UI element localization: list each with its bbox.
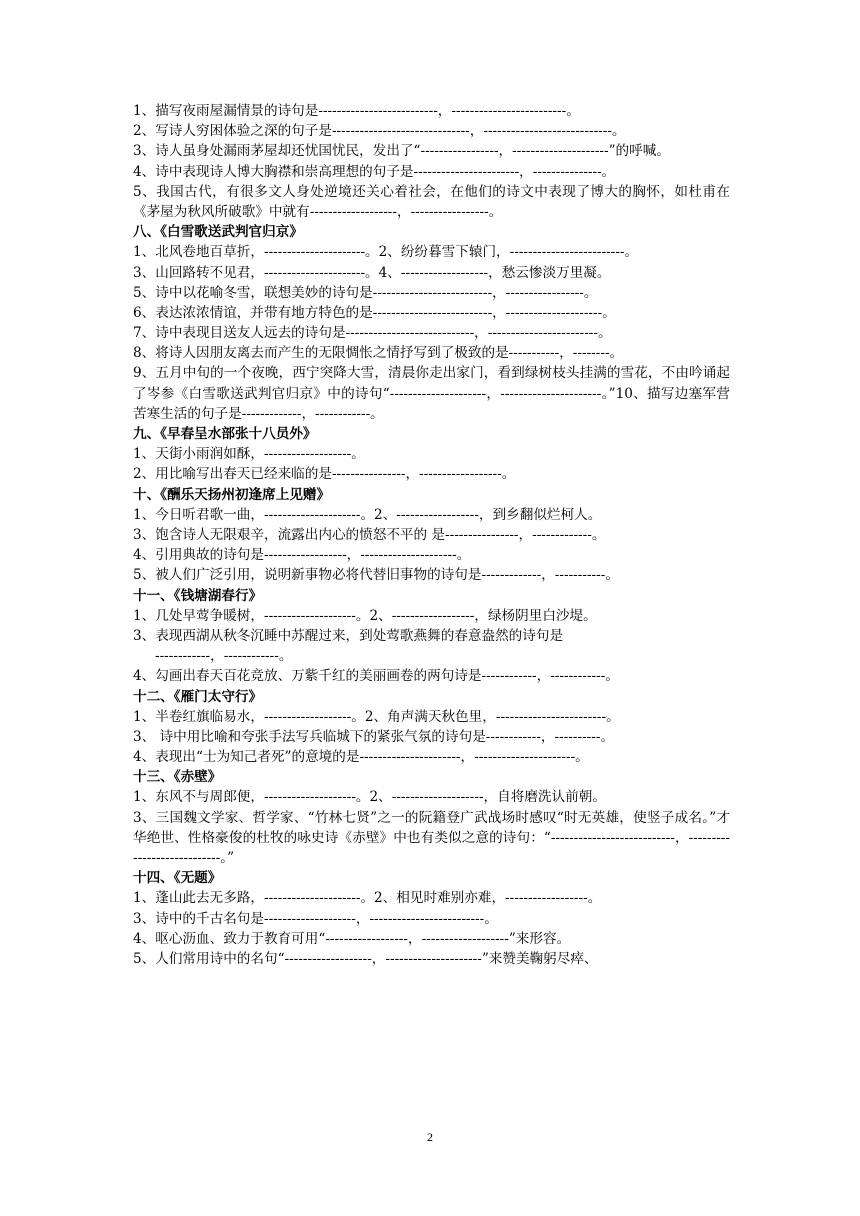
- section-heading: 九、《早春呈水部张十八员外》: [133, 426, 317, 443]
- question-line: 4、呕心沥血、致力于教育可用“------------------，-------------------”来形容。: [133, 930, 571, 947]
- question-line: 1、描写夜雨屋漏情景的诗句是--------------------------，-------------------------。: [133, 103, 580, 119]
- question-line: 7、诗中表现目送友人远去的诗句是----------------------------，------------------------。: [133, 325, 612, 342]
- question-line: 3、诗人虽身处漏雨茅屋却还忧国忧民，发出了“-----------------，---------------------”的呼喊。: [133, 143, 670, 160]
- question-line: 3、饱含诗人无限艰辛，流露出内心的愤怒不平的 是----------------，-------------。: [133, 527, 606, 544]
- question-line: 3、诗中的千古名句是--------------------，-------------------------。: [133, 910, 498, 927]
- question-line: 1、半卷红旗临易水，-------------------。2、角声满天秋色里，------------------------。: [133, 708, 620, 725]
- question-line: 8、将诗人因朋友离去而产生的无限惆怅之情抒写到了极致的是-----------，--------。: [133, 345, 624, 362]
- question-line: ------------，------------。: [155, 648, 293, 665]
- question-line: 1、东风不与周郎便，--------------------。2、--------------------，自将磨洗认前朝。: [133, 789, 606, 806]
- section-heading: 十、《酬乐天扬州初逢席上见赠》: [133, 486, 331, 503]
- section-heading: 十四、《无题》: [133, 870, 222, 887]
- question-line: 9、五月中旬的一个夜晚，西宁突降大雪，清晨你走出家门，看到绿树枝头挂满的雪花，不由吟诵起了岑参《白雪歌送武判官归京》中的诗句“---------------------，----------------------。”10、描写边塞军营苦寒生活的句子是-------------，------------。: [133, 365, 730, 422]
- question-line: 4、勾画出春天百花竞放、万紫千红的美丽画卷的两句诗是------------，------------。: [133, 668, 619, 685]
- question-line: 1、天街小雨润如酥，-------------------。: [133, 446, 365, 463]
- question-line: 2、用比喻写出春天已经来临的是----------------，------------------。: [133, 466, 516, 483]
- document-body: [133, 101, 730, 969]
- question-line: 5、被人们广泛引用，说明新事物必将代替旧事物的诗句是-------------，-----------。: [133, 567, 619, 584]
- question-line: 5、我国古代，有很多文人身处逆境还关心着社会，在他们的诗文中表现了博大的胸怀，如杜甫在《茅屋为秋风所破歌》中就有-------------------，-----------------。: [133, 183, 730, 220]
- question-line: 4、引用典故的诗句是------------------，---------------------。: [133, 547, 471, 564]
- section-heading: 十三、《赤壁》: [133, 769, 222, 786]
- section-heading: 八、《白雪歌送武判官归京》: [133, 224, 303, 241]
- question-line: 4、表现出“士为知己者死”的意境的是----------------------，----------------------。: [133, 749, 589, 766]
- question-line: 3、 诗中用比喻和夸张手法写兵临城下的紧张气氛的诗句是------------，----------。: [133, 728, 615, 745]
- page-number: 2: [427, 1130, 433, 1144]
- question-line: 1、今日听君歌一曲，---------------------。2、------------------，到乡翻似烂柯人。: [133, 506, 602, 523]
- question-line: 3、山回路转不见君，----------------------。4、-------------------，愁云惨淡万里凝。: [133, 264, 611, 281]
- question-line: 3、三国魏文学家、哲学家、“竹林七贤”之一的阮籍登广武战场时感叹“时无英雄，使竖子成名。”才华绝世、性格豪俊的杜牧的咏史诗《赤壁》中也有类似之意的诗句：“---------------------------，----------------------------。”: [133, 809, 730, 867]
- question-line: 5、人们常用诗中的名句“-------------------，---------------------”来赞美鞠躬尽瘁、: [133, 951, 598, 968]
- question-line: 3、表现西湖从秋冬沉睡中苏醒过来，到处莺歌燕舞的春意盎然的诗句是: [133, 627, 564, 644]
- question-line: 2、写诗人穷困体验之深的句子是------------------------------，----------------------------。: [133, 123, 626, 140]
- question-line: 1、北风卷地百草折，----------------------。2、纷纷暮雪下辕门，-------------------------。: [133, 244, 639, 261]
- question-line: 5、诗中以花喻冬雪，联想美妙的诗句是--------------------------，-----------------。: [133, 284, 598, 301]
- question-line: 1、几处早莺争暖树，--------------------。2、------------------，绿杨阴里白沙堤。: [133, 607, 597, 624]
- section-heading: 十二、《雁门太守行》: [133, 688, 263, 705]
- section-heading: 十一、《钱塘湖春行》: [133, 587, 263, 604]
- question-line: 4、诗中表现诗人博大胸襟和崇高理想的句子是-----------------------，---------------。: [133, 163, 616, 180]
- question-line: 6、表达浓浓情谊，并带有地方特色的是--------------------------，---------------------。: [133, 304, 616, 321]
- question-line: 1、蓬山此去无多路，---------------------。2、相见时难别亦难，------------------。: [133, 890, 602, 907]
